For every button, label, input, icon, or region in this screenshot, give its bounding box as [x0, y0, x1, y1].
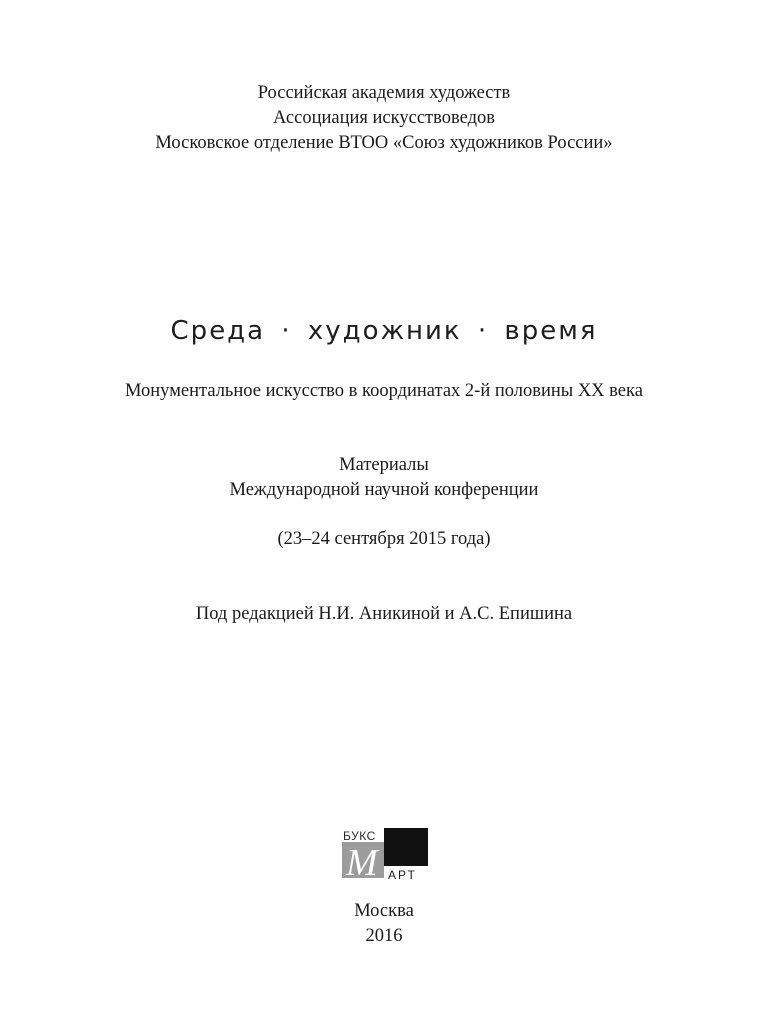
logo-bottom-text: АРТ	[388, 868, 417, 882]
conference-dates: (23–24 сентября 2015 года)	[277, 529, 491, 549]
materials-line-1: Материалы	[339, 455, 429, 475]
title-separator-2: ·	[477, 316, 489, 346]
city: Москва	[354, 901, 414, 921]
title-word-2: художник	[307, 316, 462, 346]
logo-top-text: БУКС	[343, 829, 376, 843]
book-title	[0, 314, 768, 348]
subtitle: Монументальное искусство в координатах 2-й половины XX века	[125, 381, 643, 401]
title-separator-1: ·	[281, 316, 292, 346]
institution-line-1: Российская академия художеств	[257, 83, 511, 103]
title-word-3: время	[504, 316, 598, 346]
institution-line-3: Московское отделение ВТОО «Союз художников России»	[155, 133, 613, 153]
logo-black-block	[384, 828, 428, 866]
editors-line: Под редакцией Н.И. Аникиной и А.С. Епишина	[195, 604, 573, 624]
title-word-1: Среда	[170, 316, 266, 346]
publisher-logo	[342, 828, 428, 882]
logo-monogram: М	[346, 842, 378, 882]
institution-line-2: Ассоциация искусствоведов	[273, 108, 495, 128]
year: 2016	[365, 926, 403, 946]
materials-line-2: Международной научной конференции	[229, 480, 539, 500]
